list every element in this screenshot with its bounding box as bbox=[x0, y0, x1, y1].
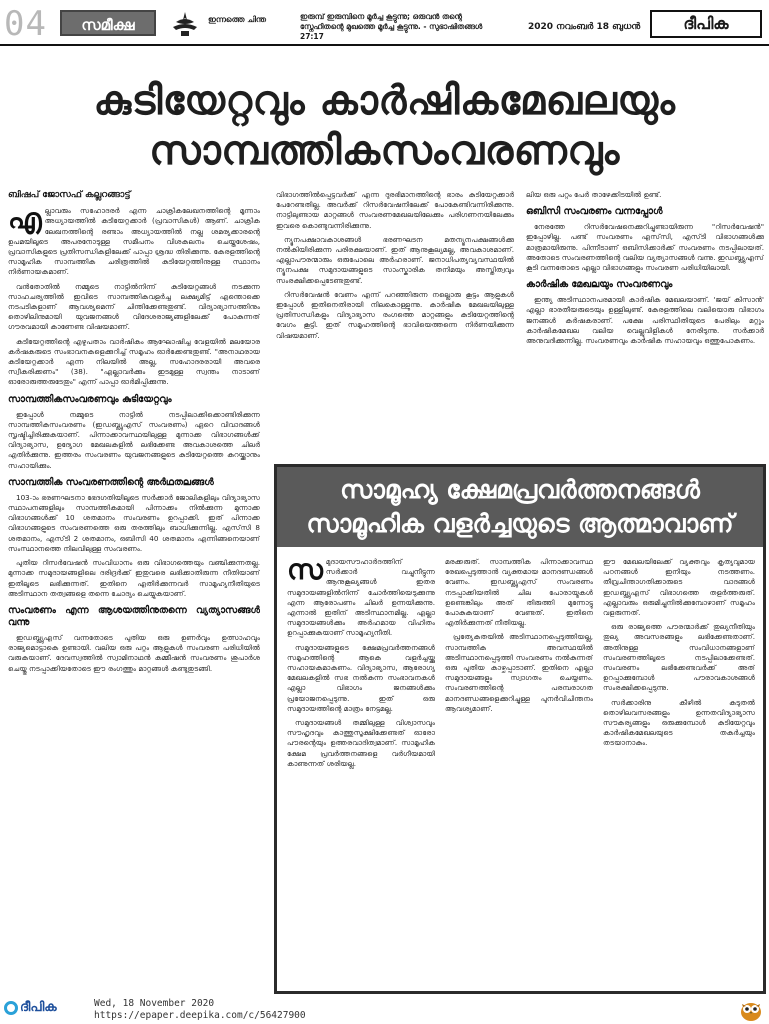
boxed-feature bbox=[274, 464, 766, 994]
footer-url[interactable]: https://epaper.deepika.com/c/56427900 bbox=[94, 1010, 306, 1021]
paragraph: ഇപ്പോൾ നമ്മുടെ നാട്ടിൽ നടപ്പിലാക്കിക്കൊണ്ടിരിക്കുന്ന സാമ്പത്തികസംവരണം (ഇഡബ്ല്യുഎസ് സംവരണം) ഏറെ വിവാദങ്ങൾ സൃഷ്ടിച്ചിരിക്കുകയാണ്. പിന്നാക്കാവസ്ഥയിലുള്ള മുന്നാക്ക വിഭാഗങ്ങൾക്ക് വിദ്യാഭ്യാസ, ഉദ്യോഗ മേഖലകളിൽ ലഭിക്കേണ്ട അവകാശത്തെ ചിലർ എതിർക്കുന്നു. ഇത്തരം സംവരണം യുവജനങ്ങളുടെ കുടിയേറ്റത്തെ കുറയ്ക്കാനും സഹായിക്കും. bbox=[8, 409, 260, 470]
paragraph: വിഭാഗത്തിൽപ്പെട്ടവർക്ക് എന്ന ദുരഭിമാനത്തിന്റെ ഭാരം കുടിയേറ്റക്കാർ പേറേണ്ടതില്ല. അവർക്ക് റിസർവേഷനിലേക്ക് പോകേണ്ടിവന്നിരിക്കുന്നു. നാട്ടിലുണ്ടായ മാറ്റങ്ങൾ സംവരണമേഖലയിലേക്കും പരിഗണനയിലേക്കും ഇവരെ കൊണ്ടുവന്നിരിക്കുന്നു. bbox=[276, 190, 514, 230]
epaper-footer bbox=[0, 996, 769, 1024]
main-headline bbox=[0, 76, 769, 176]
subheading: സംവരണം എന്ന ആശയത്തിനുതന്നെ വ്യത്യാസങ്ങൾ വന്നു bbox=[8, 604, 260, 628]
subheading: കാർഷിക മേഖലയും സംവരണവും bbox=[526, 279, 673, 291]
article-column-1 bbox=[8, 190, 260, 990]
paragraph: സർക്കാരിനു കീഴിൽ കുടുതൽ തൊഴിലവസരങ്ങളും ഉന്നതവിദ്യാഭ്യാസ സൗകര്യങ്ങളും ഒരുക്കുമ്പോൾ കുടിയേറ്റവും കാർഷികമേഖലയുടെ തകർച്ചയും തടയാനാകും. bbox=[603, 697, 755, 748]
footer-logo[interactable]: ദീപിക bbox=[4, 1000, 82, 1020]
subheading: സാമ്പത്തിക സംവരണത്തിന്റെ അർഥതലങ്ങൾ bbox=[8, 476, 214, 488]
footer-date: Wed, 18 November 2020 bbox=[94, 998, 215, 1009]
lamp-emblem-icon bbox=[170, 10, 200, 38]
paragraph: നേരത്തേ റിസർവേഷനെക്കുറിച്ചുണ്ടായിരുന്ന "റിസർവേഷൻ" ഇപ്പോഴില്ല. പണ്ട് സംവരണം എസ്‌സി, എസ്‌ടി വിഭാഗങ്ങൾക്കു മാത്രമായിരുന്നു. പിന്നീടാണ് ഒബിസിക്കാർക്ക് സംവരണം നടപ്പിലായത്. അതോടെ സംവരണത്തിന്റെ വലിയ വ്യത്യാസങ്ങൾ വന്നു. ഇഡബ്ല്യുഎസ് കൂടി വന്നതോടെ എല്ലാ വിഭാഗങ്ങളും സംവരണ പരിധിയിലായി. bbox=[526, 222, 764, 273]
page-header bbox=[0, 0, 769, 46]
drop-cap: സ bbox=[287, 557, 323, 586]
paragraph: മരക്കരുത്. സാമ്പത്തിക പിന്നാക്കാവസ്ഥ രേഖപ്പെടുത്താൻ വ്യക്തമായ മാനദണ്ഡങ്ങൾ വേണം. ഇഡബ്ല്യുഎസ് സംവരണം നടപ്പാക്കിയതിൽ ചില പോരായ്മകൾ ഉണ്ടെങ്കിലും അത് തിരുത്തി മുന്നോട്ടു പോകുകയാണ് വേണ്ടത്. ഇതിനെ എതിർക്കുന്നത് നീതിയല്ല. bbox=[445, 557, 593, 628]
subheading: സാമ്പത്തികസംവരണവും കുടിയേറ്റവും bbox=[8, 393, 172, 405]
box-column-2 bbox=[445, 557, 593, 987]
paragraph: ന്യൂനപക്ഷാവകാശങ്ങൾ ഭരണഘടന മതന്യൂനപക്ഷങ്ങൾക്കു നൽകിയിരിക്കുന്ന പരിരക്ഷയാണ്. ഇത് ആനുകൂല്യമല്ല, അവകാശമാണ്. എല്ലാപൗരന്മാരും ഒരുപോലെ അർഹരാണ്. ജനാധിപത്യവ്യവസ്ഥയിൽ ന്യൂനപക്ഷ സമുദായങ്ങളുടെ സാംസ്കാരിക തനിമയും അസ്തിത്വവും സംരക്ഷിക്കപ്പെടേണ്ടതുണ്ട്. bbox=[276, 234, 514, 285]
paragraph: ഇന്ത്യ അടിസ്ഥാനപരമായി കാർഷിക മേഖലയാണ്. 'ജയ് കിസാൻ' എല്ലാ ഭാരതീയരുടെയും ഉള്ളിലുണ്ട്. കേരളത്തിലെ വലിയൊരു വിഭാഗം ജനങ്ങൾ കർഷകരാണ്. പക്ഷേ പരിസ്ഥിതിയുടെ പേരിലും മറ്റും കാർഷികമേഖല വലിയ വെല്ലുവിളികൾ നേരിടുന്നു. സർക്കാർ അനുവദിക്കുന്നില്ല. സംവരണവും കാർഷിക സഹായവും ഒത്തുപോകണം. bbox=[526, 295, 764, 346]
page-number: 04 bbox=[4, 4, 47, 44]
headline-line-1: കുടിയേറ്റവും കാർഷികമേഖലയും bbox=[93, 78, 676, 124]
box-column-1 bbox=[287, 557, 435, 987]
paragraph: സമുദായങ്ങളുടെ ക്ഷേമപ്രവർത്തനങ്ങൾ സമൂഹത്തിന്റെ ആകെ വളർച്ചയ്ക്കു സഹായകമാകണം. വിദ്യാഭ്യാസ, ആരോഗ്യ മേഖലകളിൽ സഭ നൽകുന്ന സംഭാവനകൾ എല്ലാ വിഭാഗം ജനങ്ങൾക്കും പ്രയോജനപ്പെടുന്നു. ഇത് ഒരു സമുദായത്തിന്റെ മാത്രം നേട്ടമല്ല. bbox=[287, 642, 435, 713]
paragraph: ഈ മേഖലയിലേക്ക് വ്യക്തവും കൃത്യവുമായ പഠനങ്ങൾ ഇനിയും നടത്തണം. തീവ്രചിന്താഗതിക്കാരുടെ വാദങ്ങൾ ഇഡബ്ല്യുഎസ് വിഭാഗത്തെ തളർത്തരുത്. എല്ലാവരും ഒരുമിച്ചുനിൽക്കുമ്പോഴാണ് സമൂഹം വളരുന്നത്. bbox=[603, 557, 755, 618]
subheading: ഒബിസി സംവരണം വന്നപ്പോൾ bbox=[526, 206, 663, 218]
paragraph: റിസർവേഷൻ വേണം എന്ന് പറഞ്ഞിരുന്ന നല്ലൊരു കൂട്ടം ആളുകൾ ഇപ്പോൾ ഇതിനെതിരായി നിലകൊള്ളുന്നു. കാർഷിക മേഖലയിലുള്ള പ്രതിസന്ധികളും വിദ്യാഭ്യാസ രംഗത്തെ മാറ്റങ്ങളും കുടിയേറ്റത്തിന്റെ വേഗം കൂട്ടി. ഇത് സമൂഹത്തിന്റെ ഭാവിയെത്തന്നെ നിർണയിക്കുന്ന വിഷയമാണ്. bbox=[276, 289, 514, 340]
box-title-line-1: സാമൂഹ്യ ക്ഷേമപ്രവർത്തനങ്ങൾ bbox=[340, 475, 700, 504]
author-byline: ബിഷപ് ജോസഫ് കല്ലറങ്ങാട്ട് bbox=[8, 190, 131, 200]
headline-line-2: സാമ്പത്തികസംവരണവും bbox=[149, 128, 620, 174]
paragraph: ഇഡബ്ല്യുഎസ് വന്നതോടെ പുതിയ ഒരു ഉണർവും ഉത്സാഹവും രാജ്യമൊട്ടാകെ ഉണ്ടായി. വലിയ ഒരു പറ്റം ആളുകൾ സംവരണ പരിധിയിൽ വരുകയാണ്. ദേവസ്വത്തിൽ സ്വാമിനാഥൻ കമ്മീഷൻ സംവരണം ശുപാർശ ചെയ്തു നടപ്പാക്കിയതോടെ ഈ രംഗത്തും മാറ്റങ്ങൾ കണ്ടുതുടങ്ങി. bbox=[8, 632, 260, 673]
article-column-3 bbox=[526, 190, 764, 458]
paragraph: വൻതോതിൽ നമ്മുടെ നാട്ടിൽനിന്ന് കുടിയേറ്റങ്ങൾ നടക്കുന്ന സാഹചര്യത്തിൽ ഇവിടെ സാമ്പത്തികവളർച്ച ലക്ഷ്യമിട്ട് എന്തൊക്കെ നടപടികളാണ് ആവശ്യമെന്ന് ചിന്തിക്കേണ്ടതുണ്ട്. വിദ്യാഭ്യാസത്തിനും തൊഴിലിനുമായി യുവജനങ്ങൾ വിദേശരാജ്യങ്ങളിലേക്ക് പോകുന്നത് ഗൗരവമായി കാണേണ്ട വിഷയമാണ്. bbox=[8, 281, 260, 332]
thought-of-the-day-label: ഇന്നത്തെ ചിന്ത bbox=[208, 15, 267, 24]
owl-icon bbox=[738, 998, 764, 1022]
paragraph: ഒരു രാജ്യത്തെ പൗരന്മാർക്ക് തുല്യനീതിയും തുല്യ അവസരങ്ങളും ലഭിക്കേണ്ടതാണ്. അതിനുള്ള സംവിധാനങ്ങളാണ് സംവരണത്തിലൂടെ നടപ്പിലാക്കേണ്ടത്. സംവരണം ലഭിക്കേണ്ടവർക്ക് അത് ഉറപ്പാക്കുമ്പോൾ പൗരാവകാശങ്ങൾ സംരക്ഷിക്കപ്പെടുന്നു. bbox=[603, 622, 755, 693]
article-column-2 bbox=[276, 190, 514, 458]
box-column-3 bbox=[603, 557, 755, 987]
paragraph: 103-ാം ഭരണഘടനാ ഭേദഗതിയിലൂടെ സർക്കാർ ജോലികളിലും വിദ്യാഭ്യാസ സ്ഥാപനങ്ങളിലും സാമ്പത്തികമായി പിന്നാക്കം നിൽക്കുന്ന മുന്നാക്ക വിഭാഗങ്ങൾക്ക് 10 ശതമാനം സംവരണം ഉറപ്പാക്കി. ഇത് പിന്നാക്ക വിഭാഗങ്ങളുടെ സംവരണത്തെ ഒരു തരത്തിലും ബാധിക്കുന്നില്ല. എസ്‌സി 8 ശതമാനം, എസ്‌ടി 2 ശതമാനം, ഒബിസി 40 ശതമാനം എന്നിങ്ങനെയാണ് സംസ്ഥാനത്തെ നിലവിലുള്ള സംവരണം. bbox=[8, 492, 260, 553]
paragraph: പുതിയ റിസർവേഷൻ സംവിധാനം ഒരു വിഭാഗത്തെയും വഞ്ചിക്കുന്നതല്ല. മുന്നാക്ക സമുദായങ്ങളിലെ ദരിദ്രർക്ക് ഇതുവരെ ലഭിക്കാതിരുന്ന നീതിയാണ് ഇതിലൂടെ ലഭിക്കുന്നത്. ഇതിനെ എതിർക്കുന്നവർ സാമൂഹ്യനീതിയുടെ അടിസ്ഥാന തത്വങ്ങളെ തന്നെ ചോദ്യം ചെയ്യുകയാണ്. bbox=[8, 558, 260, 598]
daily-quote: ഇരുമ്പ് ഇരുമ്പിനെ മൂർച്ച കൂട്ടുന്നു; ഒരുവൻ തന്റെ സ്നേഹിതന്റെ മുഖത്തെ മൂർച്ച കൂട്ടുന്നു. - സുഭാഷിതങ്ങൾ 27:17 bbox=[300, 12, 483, 41]
logo-ring-icon bbox=[4, 1001, 18, 1015]
paragraph: കുടിയേറ്റത്തിന്റെ എഴുപതാം വാർഷികം ആഘോഷിച്ച വേളയിൽ മലയോര കർഷകരുടെ സംഭാവനകളെക്കുറിച്ച് സമൂഹം ഓർക്കേണ്ടതുണ്ട്. "അനാഥരായ കുടിയേറ്റക്കാർ എന്ന നിലയിൽ അല്ല, സഹോദരരായി അവരെ സ്വീകരിക്കണം" (38). "എല്ലാവർക്കും ഇടമുള്ള സ്വന്തം നാടാണ് ഓരോരുത്തരുടേതും" എന്ന് പാപ്പാ ഓർമിപ്പിക്കുന്നു. bbox=[8, 336, 260, 387]
paragraph: ല്ലാവരും സഹോദരർ എന്ന ചാക്രികലേഖനത്തിന്റെ മൂന്നാം അധ്യായത്തിൽ കുടിയേറ്റക്കാർ (പ്രവാസികൾ) ആണ്. ചാക്രിക ലേഖനത്തിന്റെ രണ്ടാം അധ്യായത്തിൽ നല്ല ശമര്യക്കാരന്റെ ഉപമയിലൂടെ അപരനോടുള്ള സമീപനം വിശകലനം ചെയ്തശേഷം, പ്രവാസികളുടെ പ്രതിസന്ധികളിലേക്ക് പാപ്പാ ശ്രദ്ധ തിരിക്കുന്നു. കേരളത്തിന്റെ സാമൂഹിക സാമ്പത്തിക ചരിത്രത്തിൽ കുടിയേറ്റത്തിനുള്ള സ്ഥാനം നിർണായകമാണ്. bbox=[8, 206, 260, 277]
box-title-line-2: സാമൂഹിക വളർച്ചയുടെ ആത്മാവാണ് bbox=[306, 509, 734, 538]
paragraph: മുദായസൗഹാർദത്തിന് സർക്കാർ വച്ചുനീട്ടുന്ന ആനുകൂല്യങ്ങൾ ഇതര സമുദായങ്ങളിൽനിന്ന് ചോർത്തിയെടുക്കുന്നു എന്ന ആരോപണം ചിലർ ഉന്നയിക്കുന്നു. എന്നാൽ ഇതിന് അടിസ്ഥാനമില്ല. എല്ലാ സമുദായങ്ങൾക്കും അർഹമായ വിഹിതം ഉറപ്പാക്കുകയാണ് സാമൂഹ്യനീതി. bbox=[287, 557, 435, 638]
masthead-logo: ദീപിക bbox=[650, 10, 762, 38]
paragraph: ലിയ ഒരു പറ്റം പേർ താഴേക്കിടയിൽ ഉണ്ട്. bbox=[526, 190, 662, 199]
boxed-feature-title bbox=[277, 467, 763, 547]
publication-date: 2020 നവംബർ 18 ബുധൻ bbox=[528, 22, 641, 32]
paragraph: സമുദായങ്ങൾ തമ്മിലുള്ള വിശ്വാസവും സൗഹൃദവും കാത്തുസൂക്ഷിക്കേണ്ടത് ഓരോ പൗരന്റെയും ഉത്തരവാദിത്വമാണ്. സാമൂഹിക ക്ഷേമ പ്രവർത്തനങ്ങളെ വർഗീയമായി കാണുന്നത് ശരിയല്ല. bbox=[287, 718, 435, 768]
section-label: സമീക്ഷ bbox=[60, 10, 156, 36]
paragraph: പ്രത്യേകതയിൽ അടിസ്ഥാനപ്പെടുത്തിയല്ല, സാമ്പത്തിക അവസ്ഥയിൽ അടിസ്ഥാനപ്പെടുത്തി സംവരണം നൽകുന്നത് ഒരു പുതിയ കാഴ്ചപ്പാടാണ്. ഇതിനെ എല്ലാ സമുദായങ്ങളും സ്വാഗതം ചെയ്യണം. സംവരണത്തിന്റെ പരമ്പരാഗത മാനദണ്ഡങ്ങളെക്കുറിച്ചുള്ള പുനർവിചിന്തനം ആവശ്യമാണ്. bbox=[445, 632, 593, 713]
drop-cap: എ bbox=[8, 202, 42, 236]
footer-meta bbox=[94, 998, 306, 1022]
